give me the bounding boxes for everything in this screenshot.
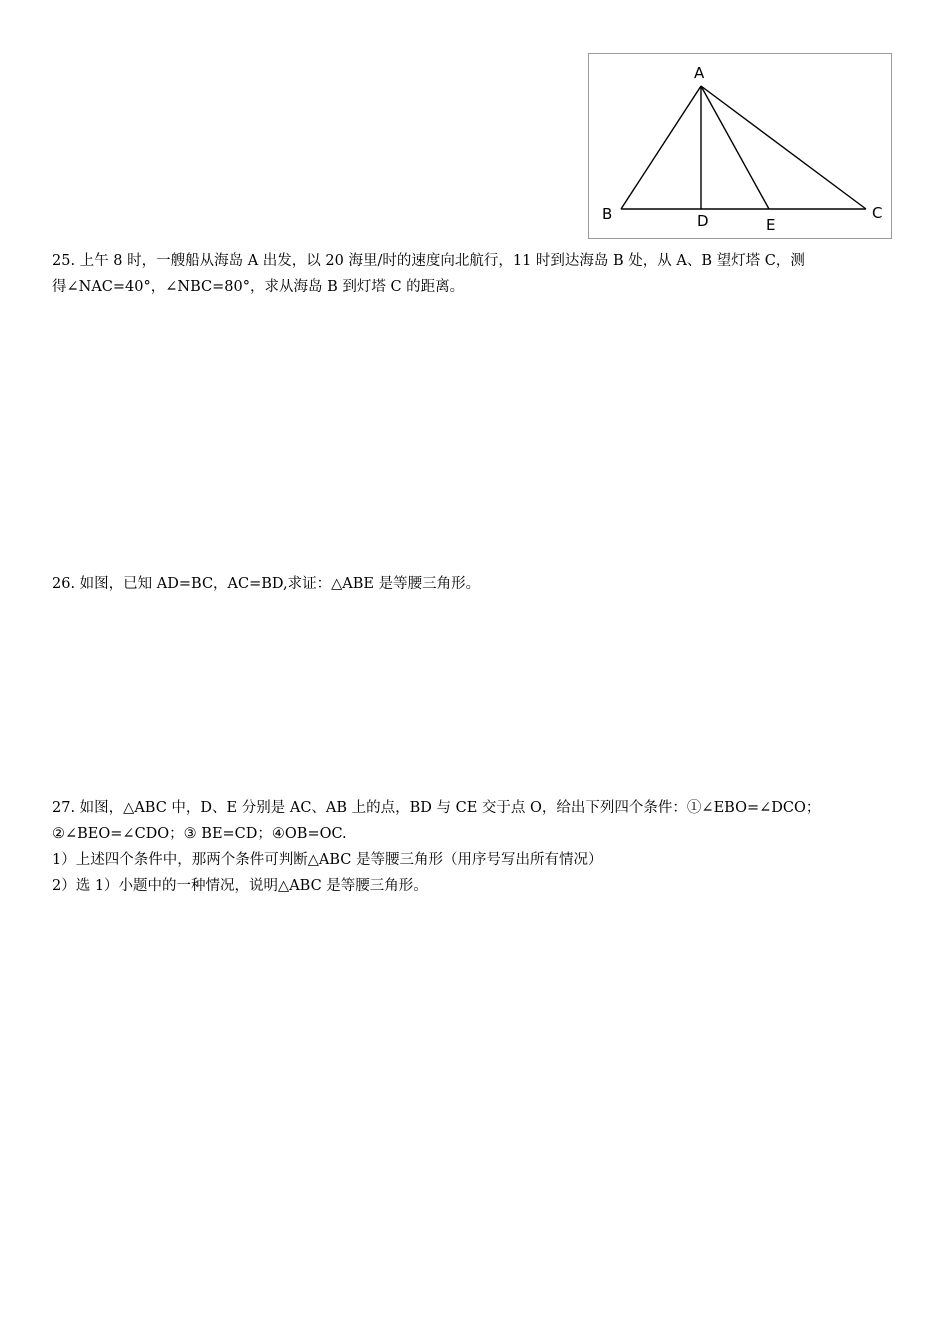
question-27-line-1: 27. 如图，△ABC 中，D、E 分别是 AC、AB 上的点，BD 与 CE 交于点 O，给出下列四个条件：①∠EBO=∠DCO；: [52, 800, 821, 816]
segment-ac: [701, 86, 866, 209]
question-27-part-2: 2）选 1）小题中的一种情况，说明△ABC 是等腰三角形。: [52, 878, 428, 894]
segment-ae: [701, 86, 769, 209]
triangle-diagram: [589, 54, 891, 238]
question-27-line-2: ②∠BEO=∠CDO；③ BE=CD；④OB=OC.: [52, 826, 347, 842]
triangle-figure: [588, 53, 892, 239]
question-27: [52, 795, 898, 899]
question-25: [52, 248, 898, 300]
label-c: C: [872, 204, 883, 222]
question-27-part-1: 1）上述四个条件中，那两个条件可判断△ABC 是等腰三角形（用序号写出所有情况）: [52, 852, 603, 868]
question-26-line-1: 26. 如图，已知 AD=BC，AC=BD,求证：△ABE 是等腰三角形。: [52, 576, 481, 592]
label-a: A: [694, 64, 705, 82]
label-b: B: [602, 205, 613, 223]
segment-ab: [621, 86, 701, 209]
label-d: D: [697, 212, 709, 230]
question-26: [52, 571, 898, 597]
question-25-line-1: 25. 上午 8 时，一艘船从海岛 A 出发，以 20 海里/时的速度向北航行，11 时到达海岛 B 处，从 A、B 望灯塔 C，测: [52, 253, 805, 269]
label-e: E: [766, 216, 776, 234]
question-25-line-2: 得∠NAC=40°，∠NBC=80°，求从海岛 B 到灯塔 C 的距离。: [52, 279, 465, 295]
